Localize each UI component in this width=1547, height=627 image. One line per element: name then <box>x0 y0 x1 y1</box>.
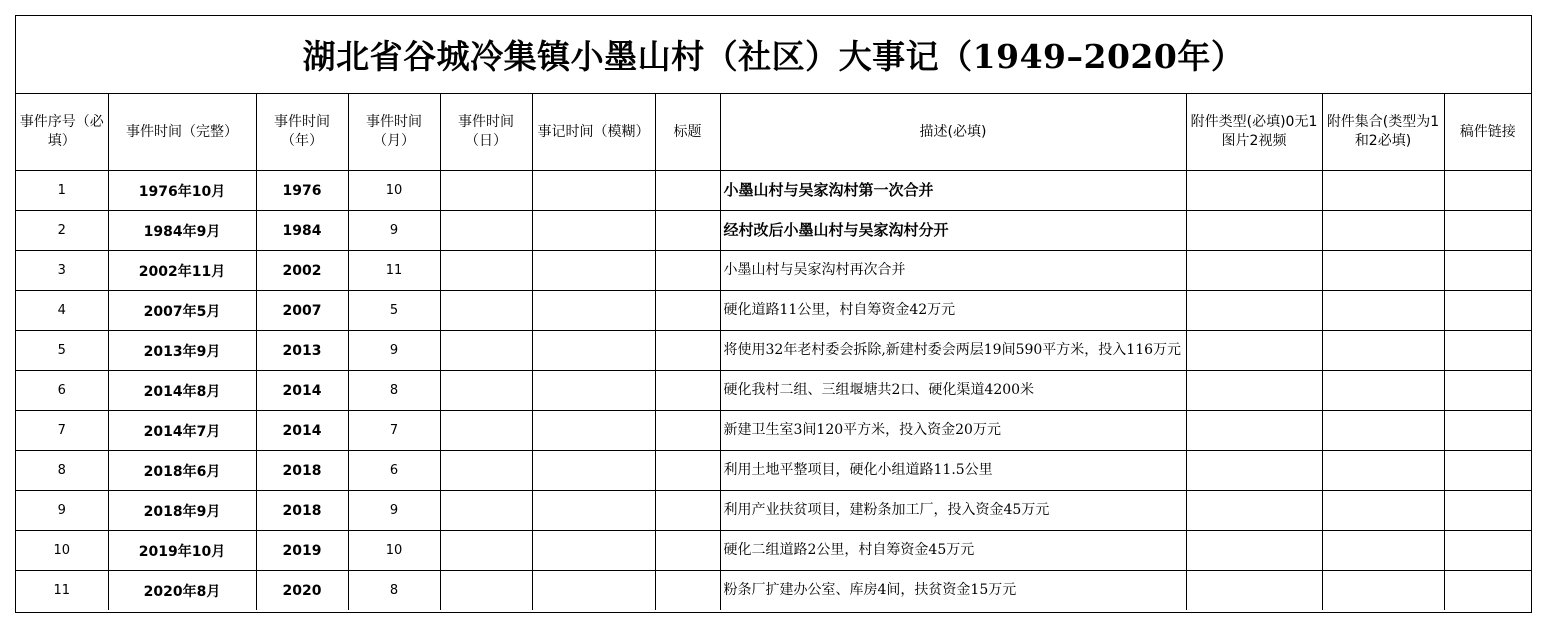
cell-month[interactable]: 8 <box>348 571 440 611</box>
cell-title[interactable] <box>655 251 720 291</box>
cell-attachment-set[interactable] <box>1322 571 1444 611</box>
cell-attachment-set[interactable] <box>1322 371 1444 411</box>
cell-day[interactable] <box>440 531 532 571</box>
cell-fuzzy-time[interactable] <box>532 571 655 611</box>
cell-description[interactable]: 粉条厂扩建办公室、库房4间，扶贫资金15万元 <box>720 571 1186 611</box>
cell-time-full[interactable]: 2018年6月 <box>108 451 256 491</box>
cell-attachment-type[interactable] <box>1186 251 1322 291</box>
cell-attachment-set[interactable] <box>1322 531 1444 571</box>
cell-link[interactable] <box>1444 531 1531 571</box>
cell-day[interactable] <box>440 571 532 611</box>
cell-attachment-set[interactable] <box>1322 411 1444 451</box>
cell-year[interactable]: 2018 <box>256 451 348 491</box>
cell-year[interactable]: 2013 <box>256 331 348 371</box>
cell-day[interactable] <box>440 291 532 331</box>
cell-title[interactable] <box>655 211 720 251</box>
header-day[interactable]: 事件时间（日） <box>440 94 532 171</box>
cell-link[interactable] <box>1444 171 1531 211</box>
cell-day[interactable] <box>440 411 532 451</box>
cell-month[interactable]: 9 <box>348 211 440 251</box>
cell-seq[interactable]: 4 <box>16 291 108 331</box>
cell-attachment-type[interactable] <box>1186 291 1322 331</box>
cell-title[interactable] <box>655 371 720 411</box>
cell-link[interactable] <box>1444 451 1531 491</box>
table-row <box>16 291 1531 331</box>
cell-month[interactable]: 10 <box>348 171 440 211</box>
cell-description[interactable]: 新建卫生室3间120平方米，投入资金20万元 <box>720 411 1186 451</box>
cell-attachment-type[interactable] <box>1186 491 1322 531</box>
cell-title[interactable] <box>655 411 720 451</box>
cell-time-full[interactable]: 2019年10月 <box>108 531 256 571</box>
cell-fuzzy-time[interactable] <box>532 251 655 291</box>
header-description[interactable]: 描述(必填) <box>720 94 1186 171</box>
cell-attachment-type[interactable] <box>1186 451 1322 491</box>
cell-month[interactable]: 9 <box>348 331 440 371</box>
cell-month[interactable]: 9 <box>348 491 440 531</box>
cell-seq[interactable]: 6 <box>16 371 108 411</box>
cell-title[interactable] <box>655 171 720 211</box>
cell-time-full[interactable]: 2018年9月 <box>108 491 256 531</box>
cell-time-full[interactable]: 1976年10月 <box>108 171 256 211</box>
cell-year[interactable]: 2002 <box>256 251 348 291</box>
cell-attachment-set[interactable] <box>1322 491 1444 531</box>
cell-fuzzy-time[interactable] <box>532 291 655 331</box>
cell-attachment-set[interactable] <box>1322 331 1444 371</box>
cell-year[interactable]: 2019 <box>256 531 348 571</box>
header-title[interactable]: 标题 <box>655 94 720 171</box>
cell-seq[interactable]: 8 <box>16 451 108 491</box>
cell-time-full[interactable]: 2002年11月 <box>108 251 256 291</box>
cell-title[interactable] <box>655 291 720 331</box>
cell-day[interactable] <box>440 451 532 491</box>
cell-fuzzy-time[interactable] <box>532 531 655 571</box>
cell-attachment-type[interactable] <box>1186 411 1322 451</box>
cell-year[interactable]: 1984 <box>256 211 348 251</box>
cell-seq[interactable]: 9 <box>16 491 108 531</box>
cell-time-full[interactable]: 1984年9月 <box>108 211 256 251</box>
cell-attachment-type[interactable] <box>1186 171 1322 211</box>
cell-year[interactable]: 1976 <box>256 171 348 211</box>
cell-month[interactable]: 7 <box>348 411 440 451</box>
cell-fuzzy-time[interactable] <box>532 411 655 451</box>
cell-title[interactable] <box>655 571 720 611</box>
cell-year[interactable]: 2014 <box>256 371 348 411</box>
cell-seq[interactable]: 1 <box>16 171 108 211</box>
events-table <box>16 94 1531 610</box>
header-month[interactable]: 事件时间（月） <box>348 94 440 171</box>
cell-time-full[interactable]: 2014年7月 <box>108 411 256 451</box>
table-row <box>16 411 1531 451</box>
cell-fuzzy-time[interactable] <box>532 331 655 371</box>
cell-description[interactable]: 小墨山村与吴家沟村第一次合并 <box>720 171 1186 211</box>
table-row <box>16 571 1531 611</box>
cell-attachment-set[interactable] <box>1322 451 1444 491</box>
cell-fuzzy-time[interactable] <box>532 451 655 491</box>
cell-day[interactable] <box>440 211 532 251</box>
cell-attachment-set[interactable] <box>1322 171 1444 211</box>
cell-month[interactable]: 5 <box>348 291 440 331</box>
cell-attachment-type[interactable] <box>1186 531 1322 571</box>
cell-month[interactable]: 10 <box>348 531 440 571</box>
cell-link[interactable] <box>1444 371 1531 411</box>
cell-seq[interactable]: 2 <box>16 211 108 251</box>
cell-year[interactable]: 2018 <box>256 491 348 531</box>
cell-description[interactable]: 经村改后小墨山村与吴家沟村分开 <box>720 211 1186 251</box>
cell-title[interactable] <box>655 451 720 491</box>
header-attachment-set[interactable]: 附件集合(类型为1和2必填) <box>1322 94 1444 171</box>
header-row <box>16 94 1531 171</box>
cell-fuzzy-time[interactable] <box>532 171 655 211</box>
cell-day[interactable] <box>440 171 532 211</box>
cell-attachment-type[interactable] <box>1186 371 1322 411</box>
cell-fuzzy-time[interactable] <box>532 211 655 251</box>
table-row <box>16 531 1531 571</box>
cell-title[interactable] <box>655 491 720 531</box>
cell-time-full[interactable]: 2007年5月 <box>108 291 256 331</box>
cell-description[interactable]: 小墨山村与吴家沟村再次合并 <box>720 251 1186 291</box>
cell-time-full[interactable]: 2014年8月 <box>108 371 256 411</box>
cell-description[interactable]: 利用产业扶贫项目，建粉条加工厂，投入资金45万元 <box>720 491 1186 531</box>
cell-link[interactable] <box>1444 291 1531 331</box>
cell-attachment-set[interactable] <box>1322 291 1444 331</box>
cell-link[interactable] <box>1444 571 1531 611</box>
cell-year[interactable]: 2007 <box>256 291 348 331</box>
table-row <box>16 371 1531 411</box>
cell-link[interactable] <box>1444 251 1531 291</box>
cell-year[interactable]: 2014 <box>256 411 348 451</box>
header-seq[interactable]: 事件序号（必填） <box>16 94 108 171</box>
cell-link[interactable] <box>1444 411 1531 451</box>
header-attachment-type[interactable]: 附件类型(必填)0无1图片2视频 <box>1186 94 1322 171</box>
cell-seq[interactable]: 11 <box>16 571 108 611</box>
header-fuzzy-time[interactable]: 事记时间（模糊） <box>532 94 655 171</box>
cell-attachment-set[interactable] <box>1322 211 1444 251</box>
table-row <box>16 451 1531 491</box>
header-link[interactable]: 稿件链接 <box>1444 94 1531 171</box>
cell-attachment-type[interactable] <box>1186 331 1322 371</box>
cell-fuzzy-time[interactable] <box>532 371 655 411</box>
header-year[interactable]: 事件时间（年） <box>256 94 348 171</box>
cell-description[interactable]: 硬化二组道路2公里，村自筹资金45万元 <box>720 531 1186 571</box>
cell-seq[interactable]: 5 <box>16 331 108 371</box>
cell-year[interactable]: 2020 <box>256 571 348 611</box>
cell-seq[interactable]: 7 <box>16 411 108 451</box>
cell-link[interactable] <box>1444 211 1531 251</box>
cell-link[interactable] <box>1444 491 1531 531</box>
cell-description[interactable]: 将使用32年老村委会拆除,新建村委会两层19间590平方米，投入116万元 <box>720 331 1186 371</box>
cell-month[interactable]: 6 <box>348 451 440 491</box>
cell-month[interactable]: 11 <box>348 251 440 291</box>
cell-title[interactable] <box>655 531 720 571</box>
table-row <box>16 251 1531 291</box>
cell-attachment-set[interactable] <box>1322 251 1444 291</box>
cell-fuzzy-time[interactable] <box>532 491 655 531</box>
cell-attachment-type[interactable] <box>1186 211 1322 251</box>
cell-day[interactable] <box>440 251 532 291</box>
cell-time-full[interactable]: 2013年9月 <box>108 331 256 371</box>
cell-description[interactable]: 利用土地平整项目，硬化小组道路11.5公里 <box>720 451 1186 491</box>
cell-description[interactable]: 硬化我村二组、三组堰塘共2口、硬化渠道4200米 <box>720 371 1186 411</box>
spreadsheet <box>15 15 1532 613</box>
cell-title[interactable] <box>655 331 720 371</box>
cell-day[interactable] <box>440 371 532 411</box>
cell-description[interactable]: 硬化道路11公里，村自筹资金42万元 <box>720 291 1186 331</box>
cell-seq[interactable]: 3 <box>16 251 108 291</box>
cell-link[interactable] <box>1444 331 1531 371</box>
cell-time-full[interactable]: 2020年8月 <box>108 571 256 611</box>
cell-attachment-type[interactable] <box>1186 571 1322 611</box>
cell-day[interactable] <box>440 491 532 531</box>
cell-seq[interactable]: 10 <box>16 531 108 571</box>
table-row <box>16 211 1531 251</box>
cell-day[interactable] <box>440 331 532 371</box>
page-title: 湖北省谷城冷集镇小墨山村（社区）大事记（1949–2020年） <box>16 16 1531 94</box>
table-row <box>16 331 1531 371</box>
cell-month[interactable]: 8 <box>348 371 440 411</box>
table-row <box>16 171 1531 211</box>
header-time-full[interactable]: 事件时间（完整） <box>108 94 256 171</box>
table-row <box>16 491 1531 531</box>
